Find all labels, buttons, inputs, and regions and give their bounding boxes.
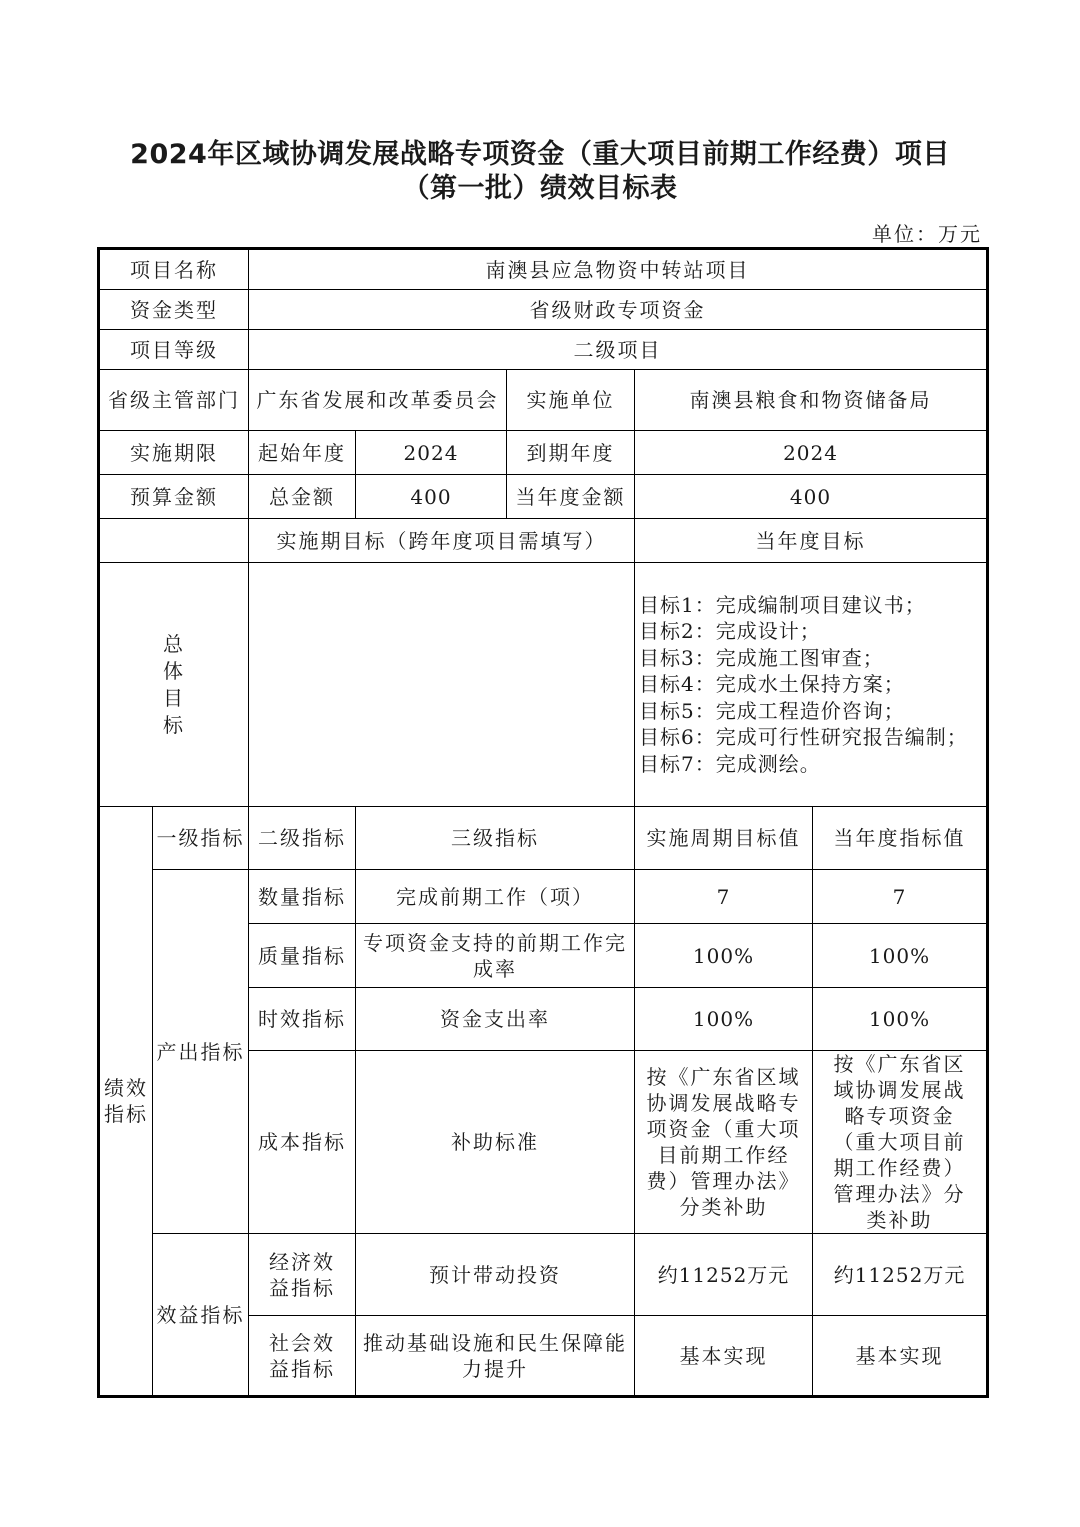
value-current-amount: 400 [635,475,988,519]
label-project-name: 项目名称 [99,249,249,290]
row-overall-goal [99,563,988,807]
indicator-l2: 数量指标 [249,870,356,924]
row-fund-type [99,290,988,330]
label-output: 产出指标 [153,870,249,1234]
title-line-1: 2024年区域协调发展战略专项资金（重大项目前期工作经费）项目 [130,139,950,170]
indicator-l2: 成本指标 [249,1051,356,1234]
indicator-l2: 社会效益指标 [249,1316,356,1397]
document-title [60,138,1020,206]
label-current-goal: 当年度目标 [635,519,988,563]
value-project-name: 南澳县应急物资中转站项目 [249,249,988,290]
indicator-current-value: 基本实现 [813,1316,988,1397]
indicator-l3: 推动基础设施和民生保障能力提升 [356,1316,635,1397]
row-period [99,431,988,475]
row-project-name [99,249,988,290]
indicator-l2: 经济效益指标 [249,1234,356,1316]
value-period-goal [249,563,635,807]
value-impl-unit: 南澳县粮食和物资储备局 [635,370,988,431]
row-dept [99,370,988,431]
label-budget: 预算金额 [99,475,249,519]
performance-table [97,247,989,1398]
indicator-l3: 资金支出率 [356,988,635,1051]
indicator-period-value: 按《广东省区域协调发展战略专项资金（重大项目前期工作经费）管理办法》分类补助 [635,1051,813,1234]
value-end-year: 2024 [635,431,988,475]
table-row [99,870,988,924]
label-current-value: 当年度指标值 [813,807,988,870]
label-period-value: 实施周期目标值 [635,807,813,870]
indicator-l3: 补助标准 [356,1051,635,1234]
unit-label: 单位：万元 [872,222,982,246]
label-level3: 三级指标 [356,807,635,870]
row-indicator-header [99,807,988,870]
goal-item: 目标3：完成施工图审查； [639,645,884,670]
indicator-l2: 质量指标 [249,924,356,988]
label-dept: 省级主管部门 [99,370,249,431]
value-dept: 广东省发展和改革委员会 [249,370,507,431]
goal-item: 目标1：完成编制项目建议书； [639,592,926,617]
indicator-period-value: 100% [635,988,813,1051]
indicator-l3: 专项资金支持的前期工作完成率 [356,924,635,988]
row-budget [99,475,988,519]
indicator-current-value: 100% [813,988,988,1051]
label-project-level: 项目等级 [99,330,249,370]
label-period: 实施期限 [99,431,249,475]
goal-header-blank [99,519,249,563]
indicator-period-value: 100% [635,924,813,988]
row-project-level [99,330,988,370]
label-current-amount: 当年度金额 [507,475,635,519]
value-total: 400 [356,475,507,519]
goal-item: 目标7：完成测绘。 [639,751,821,776]
label-level2: 二级指标 [249,807,356,870]
indicator-current-value: 按《广东省区域协调发展战略专项资金（重大项目前期工作经费）管理办法》分类补助 [813,1051,988,1234]
current-goals-list [635,563,988,807]
label-fund-type: 资金类型 [99,290,249,330]
goal-item: 目标5：完成工程造价咨询； [639,698,905,723]
goal-item: 目标6：完成可行性研究报告编制； [639,725,968,750]
label-total: 总金额 [249,475,356,519]
label-start-year: 起始年度 [249,431,356,475]
goal-item: 目标4：完成水土保持方案； [639,672,905,697]
indicator-period-value: 约11252万元 [635,1234,813,1316]
goal-item: 目标2：完成设计； [639,619,821,644]
table-row [99,1234,988,1316]
indicator-current-value: 100% [813,924,988,988]
row-goal-header [99,519,988,563]
indicator-current-value: 7 [813,870,988,924]
title-line-2: （第一批）绩效目标表 [402,173,678,204]
indicator-current-value: 约11252万元 [813,1234,988,1316]
label-level1: 一级指标 [153,807,249,870]
indicator-l3: 预计带动投资 [356,1234,635,1316]
label-overall-goal: 总 体 目 标 [99,563,249,807]
label-impl-unit: 实施单位 [507,370,635,431]
label-perf: 绩效 指标 [99,807,153,1397]
value-fund-type: 省级财政专项资金 [249,290,988,330]
value-start-year: 2024 [356,431,507,475]
label-end-year: 到期年度 [507,431,635,475]
label-period-goal: 实施期目标（跨年度项目需填写） [249,519,635,563]
label-benefit: 效益指标 [153,1234,249,1397]
indicator-period-value: 7 [635,870,813,924]
indicator-l3: 完成前期工作（项） [356,870,635,924]
indicator-l2: 时效指标 [249,988,356,1051]
indicator-period-value: 基本实现 [635,1316,813,1397]
value-project-level: 二级项目 [249,330,988,370]
